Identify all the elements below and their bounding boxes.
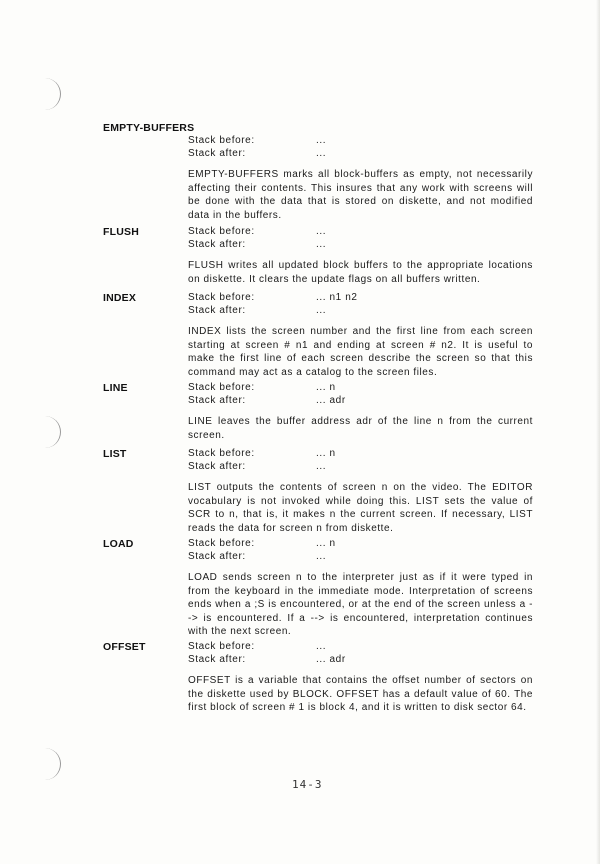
stack-before-value: ... n	[316, 448, 336, 459]
page-edge-shadow	[596, 0, 600, 864]
stack-after-value: ... adr	[316, 653, 346, 665]
stack-before-value: ...	[316, 641, 327, 652]
stack-after-value: ... adr	[316, 394, 346, 406]
stack-after-label: Stack after:	[188, 653, 246, 665]
stack-after-row	[188, 654, 533, 667]
stack-before-row	[188, 448, 533, 461]
stack-after-value: ...	[316, 238, 327, 250]
stack-after-label: Stack after:	[188, 460, 246, 472]
stack-before-row	[188, 538, 533, 551]
stack-after-value: ...	[316, 147, 327, 159]
stack-after-value: ...	[316, 304, 327, 316]
stack-before-value: ...	[316, 226, 327, 237]
stack-before-label: Stack before:	[188, 641, 255, 652]
stack-before-row	[188, 135, 533, 148]
stack-before-row	[188, 382, 533, 395]
stack-after-label: Stack after:	[188, 238, 246, 250]
stack-before-row	[188, 226, 533, 239]
entry-description: LOAD sends screen n to the interpreter just as if it were typed in from the keyboard in the immediate mode. Interpretation of screens ends when a ;S is encountered, or at the end of the screen unless a --> is encountered. If a --> is encountered, interpretation continues with the next screen.	[188, 572, 533, 638]
entry-word: FLUSH	[103, 226, 139, 238]
stack-after-label: Stack after:	[188, 304, 246, 316]
entry-body	[188, 641, 533, 715]
entry-word: EMPTY-BUFFERS	[103, 122, 195, 134]
stack-after-row	[188, 305, 533, 318]
entry-body	[188, 538, 533, 639]
entry-body	[188, 226, 533, 286]
stack-before-value: ... n	[316, 538, 336, 549]
stack-before-value: ...	[316, 135, 327, 146]
entry-body	[188, 448, 533, 535]
stack-after-row	[188, 239, 533, 252]
punch-hole-mark	[32, 416, 61, 448]
stack-before-label: Stack before:	[188, 538, 255, 549]
stack-after-label: Stack after:	[188, 394, 246, 406]
entry-word: OFFSET	[103, 641, 146, 653]
stack-before-row	[188, 292, 533, 305]
entry-description: OFFSET is a variable that contains the offset number of sectors on the diskette used by BLOCK. OFFSET has a default value of 60. The first block of screen # 1 is block 4, and it is written to disk sector 64.	[188, 675, 533, 714]
stack-after-row	[188, 461, 533, 474]
entry-description: LINE leaves the buffer address adr of the line n from the current screen.	[188, 416, 533, 441]
stack-after-row	[188, 551, 533, 564]
entry-word: LOAD	[103, 538, 134, 550]
stack-after-value: ...	[316, 550, 327, 562]
entry-word: LIST	[103, 448, 127, 460]
stack-after-label: Stack after:	[188, 147, 246, 159]
entry-body	[188, 292, 533, 379]
stack-before-value: ... n	[316, 382, 336, 393]
entry-description: EMPTY-BUFFERS marks all block-buffers as empty, not necessarily affecting their contents. This insures that any work with screens will be done with the data that is stored on diskette, and not modified data in the buffers.	[188, 169, 533, 221]
punch-hole-mark	[32, 748, 61, 780]
entry-body	[188, 382, 533, 442]
entry-description: FLUSH writes all updated block buffers to the appropriate locations on diskette. It clears the update flags on all buffers written.	[188, 260, 533, 285]
stack-after-value: ...	[316, 460, 327, 472]
stack-before-value: ... n1 n2	[316, 292, 358, 303]
stack-before-row	[188, 641, 533, 654]
entry-word: LINE	[103, 382, 128, 394]
stack-before-label: Stack before:	[188, 135, 255, 146]
stack-after-row	[188, 395, 533, 408]
stack-after-row	[188, 148, 533, 161]
stack-before-label: Stack before:	[188, 292, 255, 303]
stack-after-label: Stack after:	[188, 550, 246, 562]
stack-before-label: Stack before:	[188, 448, 255, 459]
entry-body	[188, 135, 533, 222]
stack-before-label: Stack before:	[188, 226, 255, 237]
page-number: 14-3	[292, 778, 323, 791]
entry-description: INDEX lists the screen number and the first line from each screen starting at screen # n1 and ending at screen # n2. It is useful to make the first line of each screen describe the screen so that this command may act as a catalog to the screen files.	[188, 326, 533, 378]
punch-hole-mark	[32, 78, 61, 110]
entry-word: INDEX	[103, 292, 137, 304]
stack-before-label: Stack before:	[188, 382, 255, 393]
entry-description: LIST outputs the contents of screen n on the video. The EDITOR vocabulary is not invoked while doing this. LIST sets the value of SCR to n, that is, it makes n the current screen. If necessary, LIST reads the data for screen n from diskette.	[188, 482, 533, 534]
